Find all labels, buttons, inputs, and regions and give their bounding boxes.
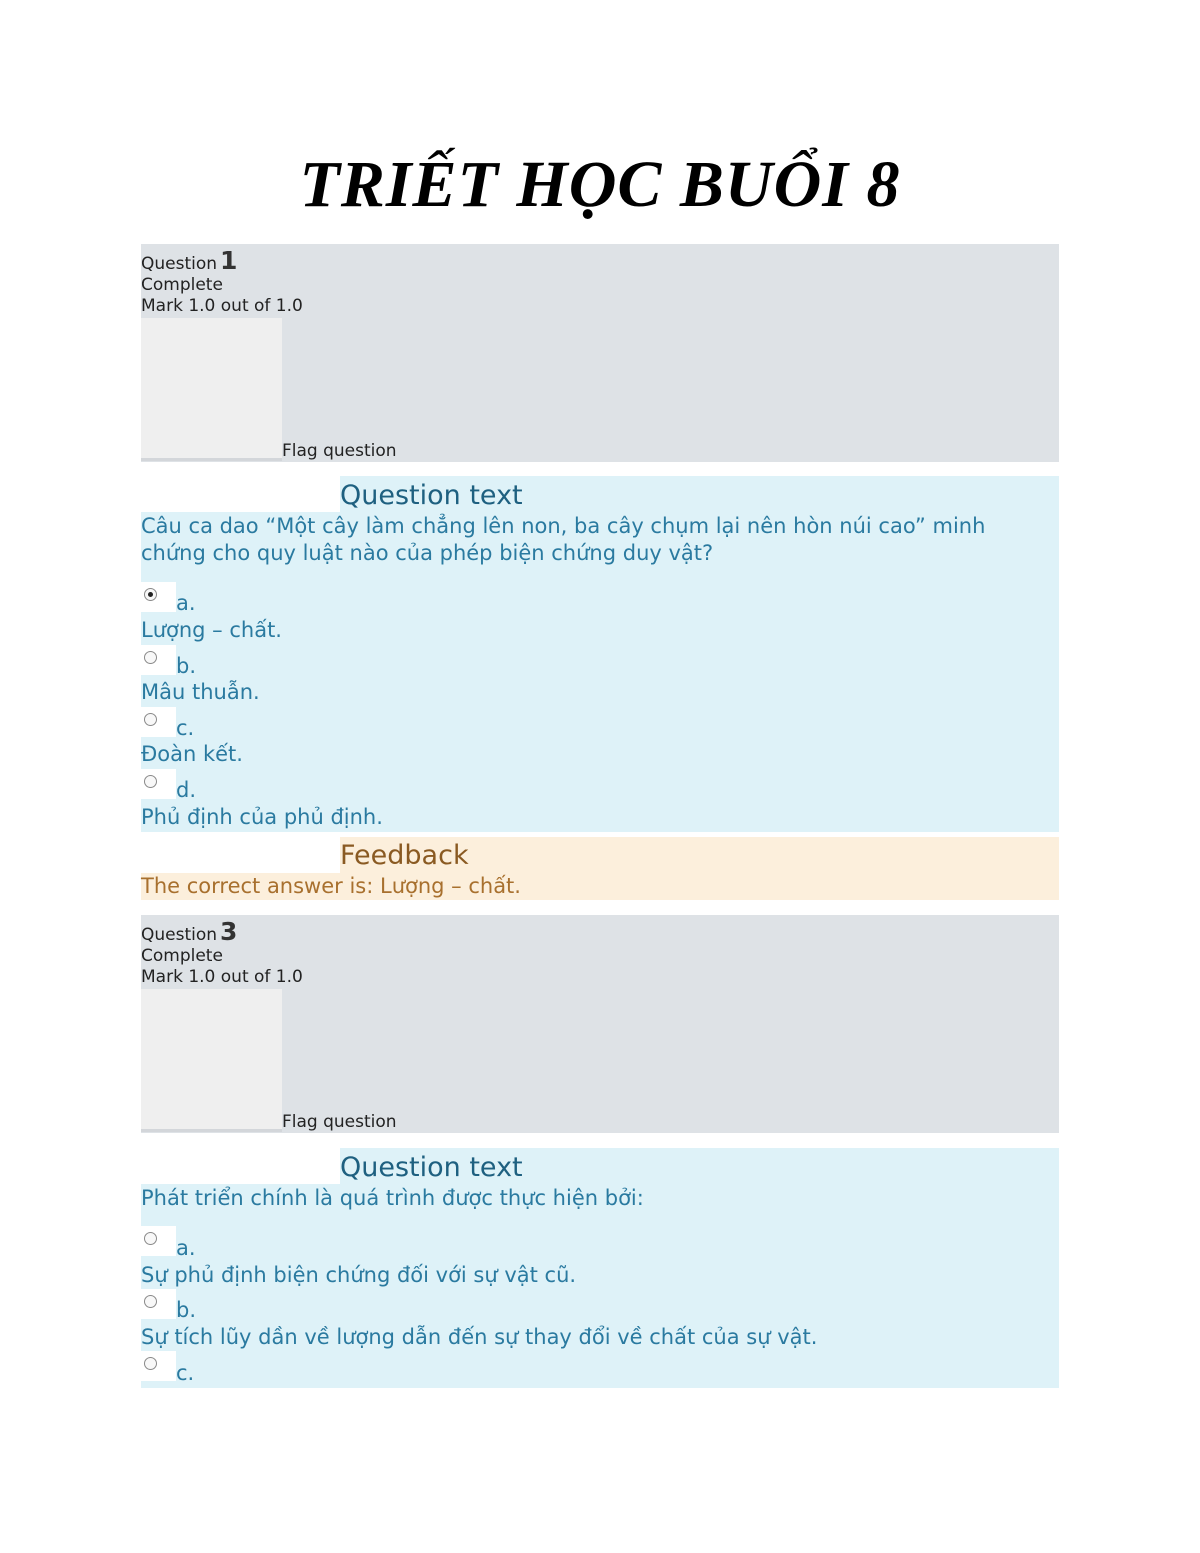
question-grade: Mark 1.0 out of 1.0 — [141, 296, 303, 316]
feedback-text: The correct answer is: Lượng – chất. — [141, 874, 521, 898]
option-radio-c[interactable] — [141, 707, 176, 737]
option-text[interactable]: Phủ định của phủ định. — [141, 805, 383, 829]
option-radio-c[interactable] — [141, 1351, 176, 1381]
option-radio-b[interactable] — [141, 1289, 176, 1319]
question-number-value: 3 — [220, 917, 238, 946]
option-letter: a. — [176, 591, 196, 615]
radio-icon — [144, 651, 157, 664]
radio-icon — [144, 1232, 157, 1245]
radio-checked-icon — [144, 588, 157, 601]
question-info-3 — [141, 915, 1059, 1133]
option-radio-b[interactable] — [141, 645, 176, 675]
question-label: Question — [141, 925, 218, 945]
option-letter: a. — [176, 1236, 196, 1260]
option-text[interactable]: Mâu thuẫn. — [141, 680, 260, 704]
option-radio-a[interactable] — [141, 1226, 176, 1256]
option-letter: d. — [176, 778, 197, 802]
option-letter: b. — [176, 654, 197, 678]
radio-icon — [144, 1357, 157, 1370]
question-text-block-1 — [141, 476, 1059, 832]
option-letter: c. — [176, 716, 195, 740]
question-state: Complete — [141, 275, 223, 295]
info-sidebar-box — [141, 989, 282, 1129]
option-text[interactable]: Lượng – chất. — [141, 618, 282, 642]
heading-notch — [141, 1148, 340, 1184]
feedback-heading: Feedback — [340, 840, 469, 871]
option-letter: c. — [176, 1361, 195, 1385]
question-grade: Mark 1.0 out of 1.0 — [141, 967, 303, 987]
option-text[interactable]: Đoàn kết. — [141, 742, 243, 766]
question-text-heading: Question text — [340, 480, 523, 511]
option-radio-a[interactable] — [141, 582, 176, 612]
page-title: TRIẾT HỌC BUỔI 8 — [299, 148, 901, 221]
question-text-line: chứng cho quy luật nào của phép biện chứng duy vật? — [141, 541, 714, 565]
info-divider — [141, 458, 282, 461]
question-text-line: Phát triển chính là quá trình được thực hiện bởi: — [141, 1186, 644, 1210]
question-info-1 — [141, 244, 1059, 462]
question-text-heading: Question text — [340, 1152, 523, 1183]
flag-question-link[interactable]: Flag question — [282, 1112, 397, 1132]
feedback-block — [141, 837, 1059, 900]
question-text-block-3 — [141, 1148, 1059, 1388]
option-letter: b. — [176, 1298, 197, 1322]
option-radio-d[interactable] — [141, 769, 176, 799]
radio-icon — [144, 1295, 157, 1308]
option-text[interactable]: Sự tích lũy dần về lượng dẫn đến sự thay đổi về chất của sự vật. — [141, 1325, 818, 1349]
radio-icon — [144, 713, 157, 726]
heading-notch — [141, 476, 340, 512]
radio-icon — [144, 775, 157, 788]
heading-notch — [141, 837, 340, 873]
flag-question-link[interactable]: Flag question — [282, 441, 397, 461]
question-state: Complete — [141, 946, 223, 966]
info-sidebar-box — [141, 318, 282, 458]
option-text[interactable]: Sự phủ định biện chứng đối với sự vật cũ. — [141, 1263, 577, 1287]
info-divider — [141, 1129, 282, 1132]
question-text-line: Câu ca dao “Một cây làm chẳng lên non, ba cây chụm lại nên hòn núi cao” minh — [141, 514, 986, 538]
question-label: Question — [141, 254, 218, 274]
question-number-value: 1 — [220, 246, 238, 275]
